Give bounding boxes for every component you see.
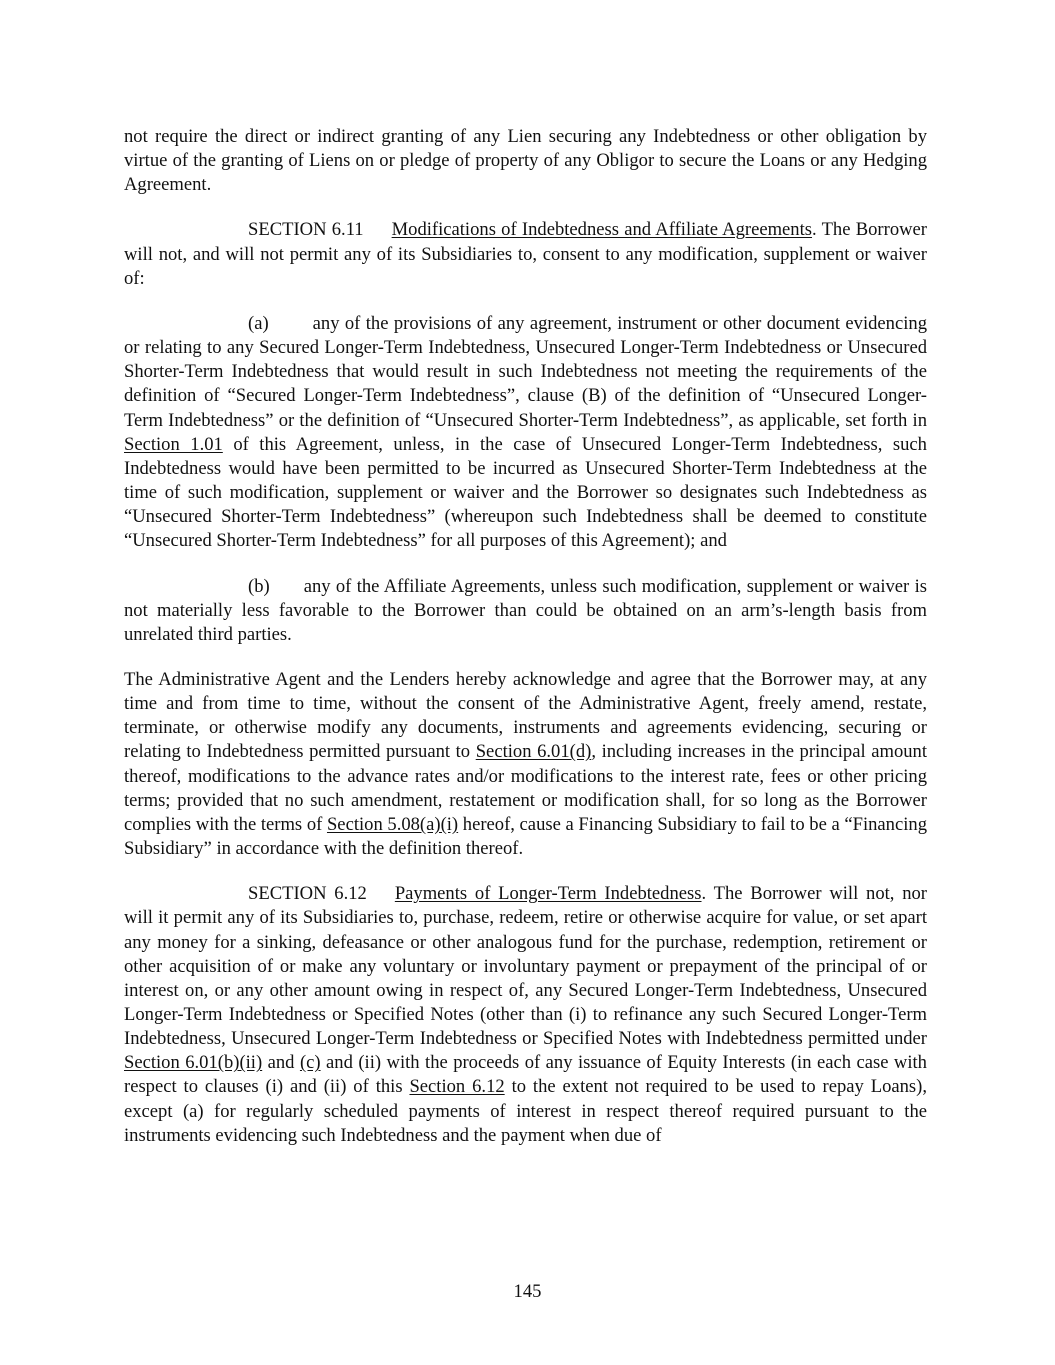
- section-title: Payments of Longer-Term Indebtedness: [394, 883, 702, 905]
- section-number: SECTION 6.11: [248, 219, 364, 241]
- cross-reference: (c): [299, 1052, 321, 1074]
- section-6-11-heading: [124, 218, 927, 290]
- section-number: SECTION 6.12: [248, 883, 367, 905]
- paragraph-text: not require the direct or indirect granting of any Lien securing any Indebtedness or other obligation by virtue of the granting of Liens on or pledge of property of any Obligor to secure the Loans or any Hedging Agreement.: [124, 126, 927, 196]
- section-body: . The Borrower will not, nor will it permit any of its Subsidiaries to, purchase, redeem, retire or otherwise acquire for value, or set apart any money for a sinking, defeasance or other analogous fund for the purchase, redemption, retirement or other acquisition of or make any voluntary or involuntary payment or prepayment of the principal of or interest on, or any other amount owing in respect of, any Secured Longer-Term Indebtedness, Unsecured Longer-Term Indebtedness or Specified Notes (other than (i) to refinance any such Secured Longer-Term Indebtedness, Unsecured Longer-Term Indebtedness or Specified Notes with Indebtedness permitted under: [124, 883, 927, 1050]
- cross-reference: Section 1.01: [124, 433, 223, 455]
- section-body: and (ii) with the proceeds of any issuance of Equity Interests (in each case with respect to clauses (i) and (ii) of this: [124, 1052, 927, 1098]
- cross-reference: Section 6.01(b)(ii): [124, 1052, 263, 1074]
- paragraph-text: hereof, cause a Financing Subsidiary to fail to be a “Financing Subsidiary” in accordance with the definition thereof.: [124, 813, 927, 860]
- clause-b: [124, 575, 927, 647]
- clause-a: [124, 312, 927, 554]
- section-body: and: [262, 1052, 300, 1074]
- clause-label: (a): [248, 312, 269, 334]
- page-number: 145: [513, 1281, 542, 1302]
- clause-text: any of the Affiliate Agreements, unless such modification, supplement or waiver is not materially less favorable to the Borrower than could be obtained on an arm’s-length basis from unrelated third parties.: [124, 575, 927, 645]
- paragraph-text: , including increases in the principal amount thereof, modifications to the advance rates and/or modifications to the interest rate, fees or other pricing terms; provided that no such amendment, restatement or modification shall, for so long as the Borrower complies with the terms of: [124, 741, 928, 835]
- section-body: to the extent not required to be used to repay Loans), except (a) for regularly scheduled payments of interest in respect thereof required pursuant to the instruments evidencing such Indebtedness and the payment when due of: [124, 1076, 927, 1146]
- paragraph-text: The Administrative Agent and the Lenders hereby acknowledge and agree that the Borrower may, at any time and from time to time, without the consent of the Administrative Agent, freely amend, restate, terminate, or otherwise modify any documents, instruments and agreements evidencing, securing or relating to Indebtedness permitted pursuant to: [124, 668, 927, 763]
- section-6-12-heading: [124, 882, 927, 1148]
- cross-reference: Section 5.08(a)(i): [326, 813, 459, 835]
- clause-text: any of the provisions of any agreement, instrument or other document evidencing or relating to any Secured Longer-Term Indebtedness, Unsecured Longer-Term Indebtedness or Unsecured Shorter-Term Indebtedness that would result in such Indebtedness not meeting the requirements of the definition of “Secured Longer-Term Indebtedness”, clause (B) of the definition of “Unsecured Longer-Term Indebtedness” or the definition of “Unsecured Shorter-Term Indebtedness”, as applicable, set forth in: [124, 312, 927, 431]
- cross-reference: Section 6.01(d): [475, 741, 592, 763]
- section-title: Modifications of Indebtedness and Affiliate Agreements: [391, 219, 813, 241]
- section-body: . The Borrower will not, and will not permit any of its Subsidiaries to, consent to any modification, supplement or waiver of:: [124, 219, 927, 289]
- administrative-agent-paragraph: [124, 668, 927, 861]
- clause-text: of this Agreement, unless, in the case of Unsecured Longer-Term Indebtedness, such Indebtedness would have been permitted to be incurred as Unsecured Shorter-Term Indebtedness at the time of such modification, supplement or waiver and the Borrower so designates such Indebtedness as “Unsecured Shorter-Term Indebtedness” (whereupon such Indebtedness shall be deemed to constitute “Unsecured Shorter-Term Indebtedness” for all purposes of this Agreement); and: [124, 433, 927, 552]
- paragraph-continuation: [124, 125, 927, 197]
- cross-reference: Section 6.12: [409, 1076, 505, 1098]
- document-page: [124, 125, 927, 1169]
- clause-label: (b): [248, 575, 270, 597]
